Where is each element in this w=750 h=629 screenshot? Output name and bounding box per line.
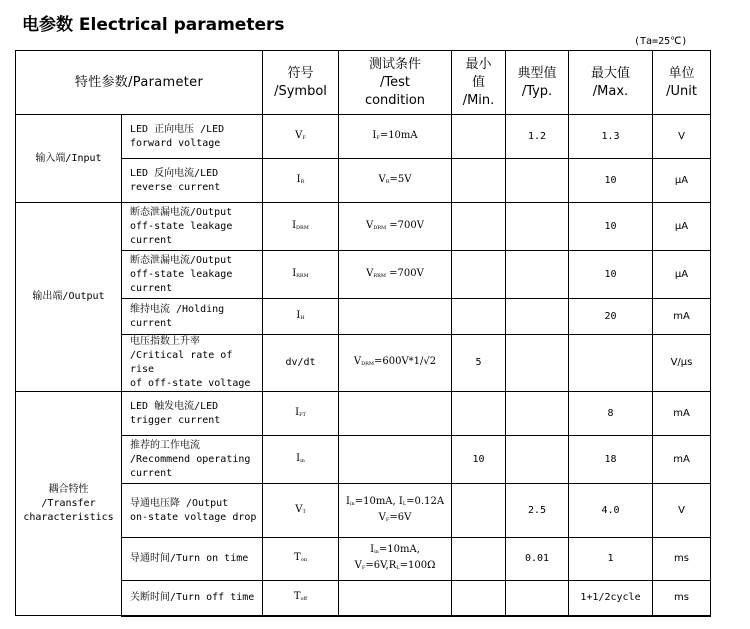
param-unit: V xyxy=(653,115,711,159)
param-test-condition: $I_{in}=10mA$, $V_F=6V,R_L=100\Omega$ xyxy=(339,538,452,581)
param-name: LED 触发电流/LED trigger current xyxy=(122,392,263,436)
group-transfer: 耦合特性 /Transfer characteristics xyxy=(16,392,122,616)
param-typ xyxy=(506,436,569,484)
header-min: 最小 值 /Min. xyxy=(452,51,506,115)
table-row xyxy=(16,203,711,251)
param-test-condition: $V_{DRM}=600V*1/√2$ xyxy=(339,335,452,392)
param-unit: μA xyxy=(653,203,711,251)
param-min xyxy=(452,115,506,159)
param-symbol: $I_{RRM}$ xyxy=(263,251,339,299)
param-max: 10 xyxy=(569,159,653,203)
param-symbol: $I_{in}$ xyxy=(263,436,339,484)
param-typ: 1.2 xyxy=(506,115,569,159)
param-test-condition: $I_F=10mA$ xyxy=(339,115,452,159)
param-unit: ms xyxy=(653,581,711,616)
header-typ: 典型值 /Typ. xyxy=(506,51,569,115)
param-test-condition: $V_R=5V$ xyxy=(339,159,452,203)
param-test-condition xyxy=(339,299,452,335)
param-name: LED 正向电压 /LED forward voltage xyxy=(122,115,263,159)
param-name: 电压指数上升率 /Critical rate of rise of off-state voltage xyxy=(122,335,263,392)
param-typ xyxy=(506,203,569,251)
param-name: 断态泄漏电流/Output off-state leakage current xyxy=(122,203,263,251)
param-typ: 0.01 xyxy=(506,538,569,581)
param-typ xyxy=(506,159,569,203)
param-unit: V/μs xyxy=(653,335,711,392)
param-name: 导通时间/Turn on time xyxy=(122,538,263,581)
param-test-condition: $V_{RRM} =700V$ xyxy=(339,251,452,299)
param-min xyxy=(452,581,506,616)
param-typ xyxy=(506,581,569,616)
param-symbol: $I_{FT}$ xyxy=(263,392,339,436)
param-unit: V xyxy=(653,484,711,538)
param-test-condition xyxy=(339,436,452,484)
param-symbol: $T_{on}$ xyxy=(263,538,339,581)
header-row xyxy=(16,51,711,115)
header-parameter: 特性参数/Parameter xyxy=(16,51,263,115)
group-input: 输入端/Input xyxy=(16,115,122,203)
param-name: LED 反向电流/LED reverse current xyxy=(122,159,263,203)
param-max: 10 xyxy=(569,203,653,251)
header-unit: 单位 /Unit xyxy=(653,51,711,115)
param-max: 18 xyxy=(569,436,653,484)
param-max: 4.0 xyxy=(569,484,653,538)
param-unit: mA xyxy=(653,299,711,335)
param-min xyxy=(452,159,506,203)
page-title: 电参数 Electrical parameters xyxy=(22,15,285,35)
param-max xyxy=(569,335,653,392)
param-min xyxy=(452,203,506,251)
param-max: 1 xyxy=(569,538,653,581)
param-symbol: $I_{DRM}$ xyxy=(263,203,339,251)
param-name: 推荐的工作电流 /Recommend operating current xyxy=(122,436,263,484)
param-name: 维持电流 /Holding current xyxy=(122,299,263,335)
param-name: 导通电压降 /Output on-state voltage drop xyxy=(122,484,263,538)
param-typ xyxy=(506,299,569,335)
param-test-condition: $V_{DRM} =700V$ xyxy=(339,203,452,251)
param-typ: 2.5 xyxy=(506,484,569,538)
param-name: 断态泄漏电流/Output off-state leakage current xyxy=(122,251,263,299)
param-unit: μA xyxy=(653,251,711,299)
param-symbol: $V_T$ xyxy=(263,484,339,538)
param-max: 1+1/2cycle xyxy=(569,581,653,616)
param-symbol: dv/dt xyxy=(263,335,339,392)
param-test-condition xyxy=(339,392,452,436)
header-max: 最大值 /Max. xyxy=(569,51,653,115)
param-min: 10 xyxy=(452,436,506,484)
param-min xyxy=(452,484,506,538)
test-condition-note: (Ta=25℃) xyxy=(634,36,688,47)
param-unit: μA xyxy=(653,159,711,203)
header-symbol: 符号 /Symbol xyxy=(263,51,339,115)
header-test-condition: 测试条件 /Test condition xyxy=(339,51,452,115)
param-symbol: $I_R$ xyxy=(263,159,339,203)
electrical-parameters-table xyxy=(15,50,711,617)
param-min xyxy=(452,251,506,299)
param-test-condition xyxy=(339,581,452,616)
param-min xyxy=(452,392,506,436)
table-row xyxy=(16,392,711,436)
param-max: 8 xyxy=(569,392,653,436)
param-unit: mA xyxy=(653,392,711,436)
param-min xyxy=(452,538,506,581)
param-max: 1.3 xyxy=(569,115,653,159)
param-symbol: $T_{off}$ xyxy=(263,581,339,616)
param-symbol: $V_F$ xyxy=(263,115,339,159)
table-row xyxy=(16,115,711,159)
param-typ xyxy=(506,251,569,299)
param-name: 关断时间/Turn off time xyxy=(122,581,263,616)
param-max: 20 xyxy=(569,299,653,335)
param-max: 10 xyxy=(569,251,653,299)
param-typ xyxy=(506,335,569,392)
param-min xyxy=(452,299,506,335)
param-test-condition: $I_{in}=10mA$, $I_L=0.12A$ $V_F=6V$ xyxy=(339,484,452,538)
param-symbol: $I_H$ xyxy=(263,299,339,335)
group-output: 输出端/Output xyxy=(16,203,122,392)
param-unit: ms xyxy=(653,538,711,581)
param-typ xyxy=(506,392,569,436)
param-min: 5 xyxy=(452,335,506,392)
param-unit: mA xyxy=(653,436,711,484)
